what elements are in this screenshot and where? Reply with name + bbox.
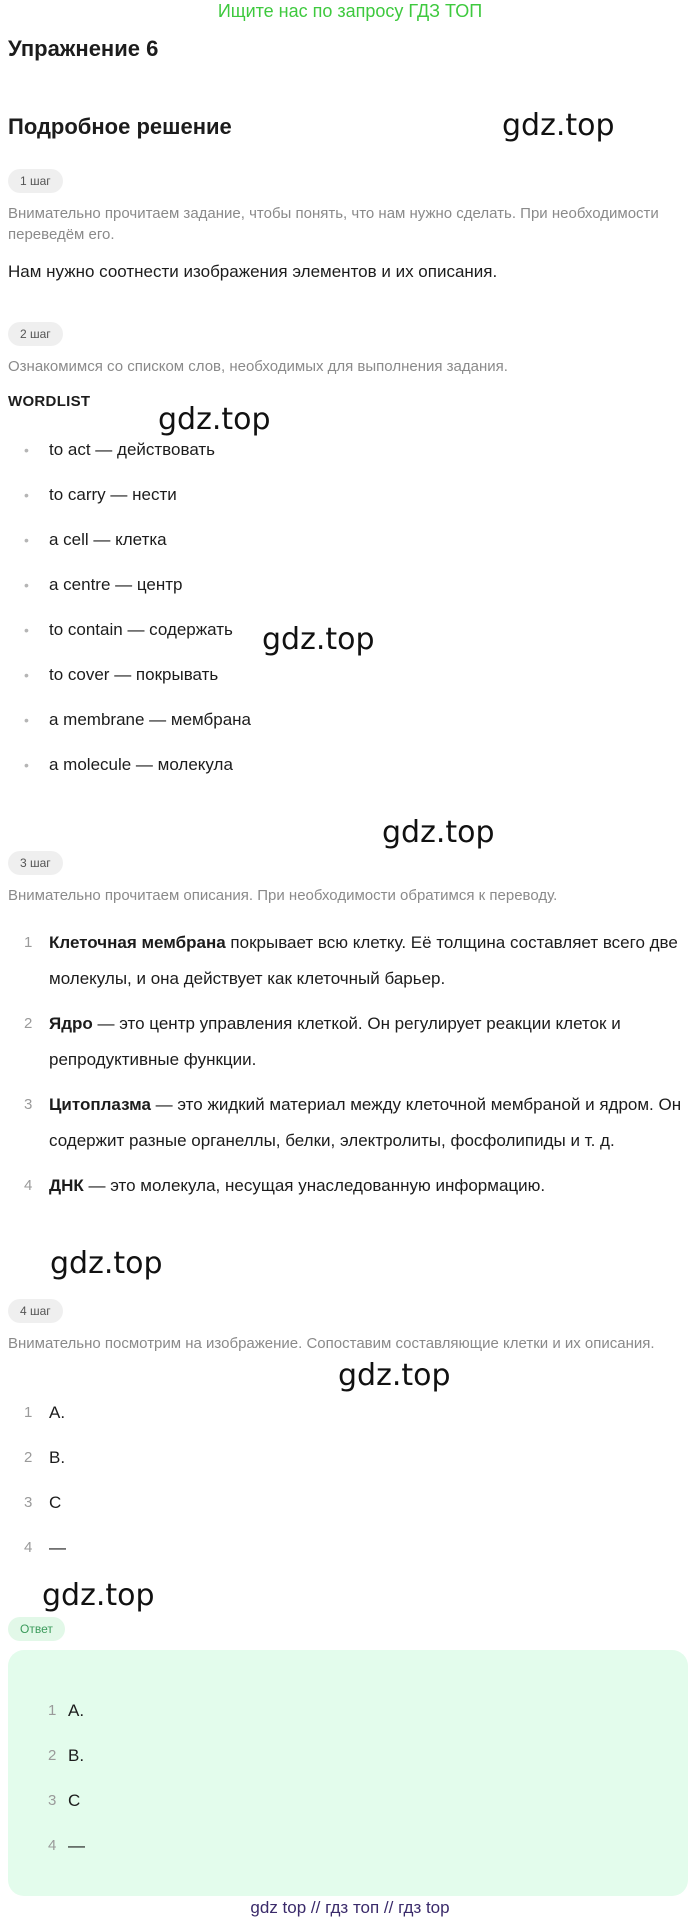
- list-item: [0, 1087, 700, 1159]
- list-item: [0, 1491, 700, 1536]
- item-number: 4: [24, 1539, 33, 1556]
- watermark: gdz.top: [338, 1358, 451, 1393]
- word-entry: to act — действовать: [49, 440, 216, 459]
- answer-value: —: [68, 1836, 85, 1855]
- description-text: покрывает всю клетку. Её толщина составляет всего две молекулы, и она действует как клеточный барьер.: [49, 933, 678, 988]
- answer-badge: Ответ: [8, 1617, 65, 1641]
- bullet-icon: •: [24, 442, 29, 458]
- term: Клеточная мембрана: [49, 933, 226, 952]
- watermark: gdz.top: [42, 1578, 155, 1613]
- item-number: 3: [24, 1096, 33, 1113]
- description-text: — это центр управления клеткой. Он регулирует реакции клеток и репродуктивные функции.: [49, 1014, 621, 1069]
- description-list: [0, 925, 700, 1213]
- step-badge: 1 шаг: [8, 169, 63, 193]
- bullet-icon: •: [24, 667, 29, 683]
- list-item: [0, 483, 700, 528]
- item-number: 2: [24, 1015, 33, 1032]
- list-item: [0, 663, 700, 708]
- list-item: [8, 1789, 688, 1834]
- word-entry: a molecule — молекула: [49, 755, 233, 774]
- list-item: [0, 1401, 700, 1446]
- bullet-icon: •: [24, 622, 29, 638]
- answer-list: [8, 1699, 688, 1879]
- list-item: [8, 1699, 688, 1744]
- step-text: Нам нужно соотнести изображения элементов и их описания.: [8, 262, 498, 281]
- list-item: [0, 1168, 700, 1204]
- answer-value: C: [68, 1791, 81, 1810]
- word-entry: a centre — центр: [49, 575, 183, 594]
- item-number: 3: [48, 1792, 57, 1809]
- term: ДНК: [49, 1176, 84, 1195]
- footer-links[interactable]: gdz top // гдз топ // гдз top: [250, 1898, 450, 1917]
- list-item: [0, 1446, 700, 1491]
- item-number: 1: [24, 934, 33, 951]
- list-item: [8, 1834, 688, 1879]
- word-entry: a cell — клетка: [49, 530, 167, 549]
- item-number: 4: [24, 1177, 33, 1194]
- word-list: [0, 438, 700, 798]
- term: Цитоплазма: [49, 1095, 151, 1114]
- item-number: 3: [24, 1494, 33, 1511]
- word-entry: a membrane — мембрана: [49, 710, 252, 729]
- bullet-icon: •: [24, 487, 29, 503]
- description-text: — это жидкий материал между клеточной мембраной и ядром. Он содержит разные органеллы, белки, электролиты, фосфолипиды и т. д.: [49, 1095, 682, 1150]
- word-entry: to cover — покрывать: [49, 665, 219, 684]
- wordlist-title: WORDLIST: [8, 393, 91, 410]
- bullet-icon: •: [24, 757, 29, 773]
- step-note: Внимательно прочитаем описания. При необходимости обратимся к переводу.: [8, 887, 558, 904]
- item-number: 2: [24, 1449, 33, 1466]
- list-item: [0, 753, 700, 798]
- watermark: gdz.top: [158, 402, 271, 437]
- step-note: Внимательно посмотрим на изображение. Сопоставим составляющие клетки и их описания.: [8, 1335, 655, 1352]
- answer-box: [8, 1650, 688, 1896]
- list-item: [0, 1006, 700, 1078]
- section-title: Подробное решение: [8, 114, 232, 139]
- list-item: [8, 1744, 688, 1789]
- word-entry: to carry — нести: [49, 485, 177, 504]
- list-item: [0, 1536, 700, 1581]
- match-value: C: [49, 1493, 62, 1512]
- match-list: [0, 1401, 700, 1581]
- list-item: [0, 438, 700, 483]
- step-note: Внимательно прочитаем задание, чтобы понять, что нам нужно сделать. При необходимости переведём его.: [8, 205, 659, 243]
- step-note: Ознакомимся со списком слов, необходимых для выполнения задания.: [8, 358, 508, 375]
- list-item: [0, 925, 700, 997]
- search-banner[interactable]: Ищите нас по запросу ГДЗ ТОП: [217, 1, 483, 21]
- bullet-icon: •: [24, 577, 29, 593]
- term: Ядро: [49, 1014, 93, 1033]
- answer-value: B.: [68, 1746, 85, 1765]
- item-number: 4: [48, 1837, 57, 1854]
- match-value: B.: [49, 1448, 66, 1467]
- item-number: 1: [48, 1702, 57, 1719]
- step-badge: 2 шаг: [8, 322, 63, 346]
- list-item: [0, 618, 700, 663]
- watermark: gdz.top: [382, 815, 495, 850]
- match-value: —: [49, 1538, 66, 1557]
- list-item: [0, 708, 700, 753]
- bullet-icon: •: [24, 712, 29, 728]
- page-title: Упражнение 6: [8, 36, 159, 61]
- step-badge: 3 шаг: [8, 851, 63, 875]
- watermark: gdz.top: [50, 1246, 163, 1281]
- watermark: gdz.top: [262, 622, 375, 657]
- match-value: A.: [49, 1403, 66, 1422]
- bullet-icon: •: [24, 532, 29, 548]
- description-text: — это молекула, несущая унаследованную информацию.: [83, 1176, 546, 1195]
- item-number: 1: [24, 1404, 33, 1421]
- watermark: gdz.top: [502, 108, 615, 143]
- list-item: [0, 573, 700, 618]
- list-item: [0, 528, 700, 573]
- step-badge: 4 шаг: [8, 1299, 63, 1323]
- item-number: 2: [48, 1747, 57, 1764]
- word-entry: to contain — содержать: [49, 620, 233, 639]
- answer-value: A.: [68, 1701, 85, 1720]
